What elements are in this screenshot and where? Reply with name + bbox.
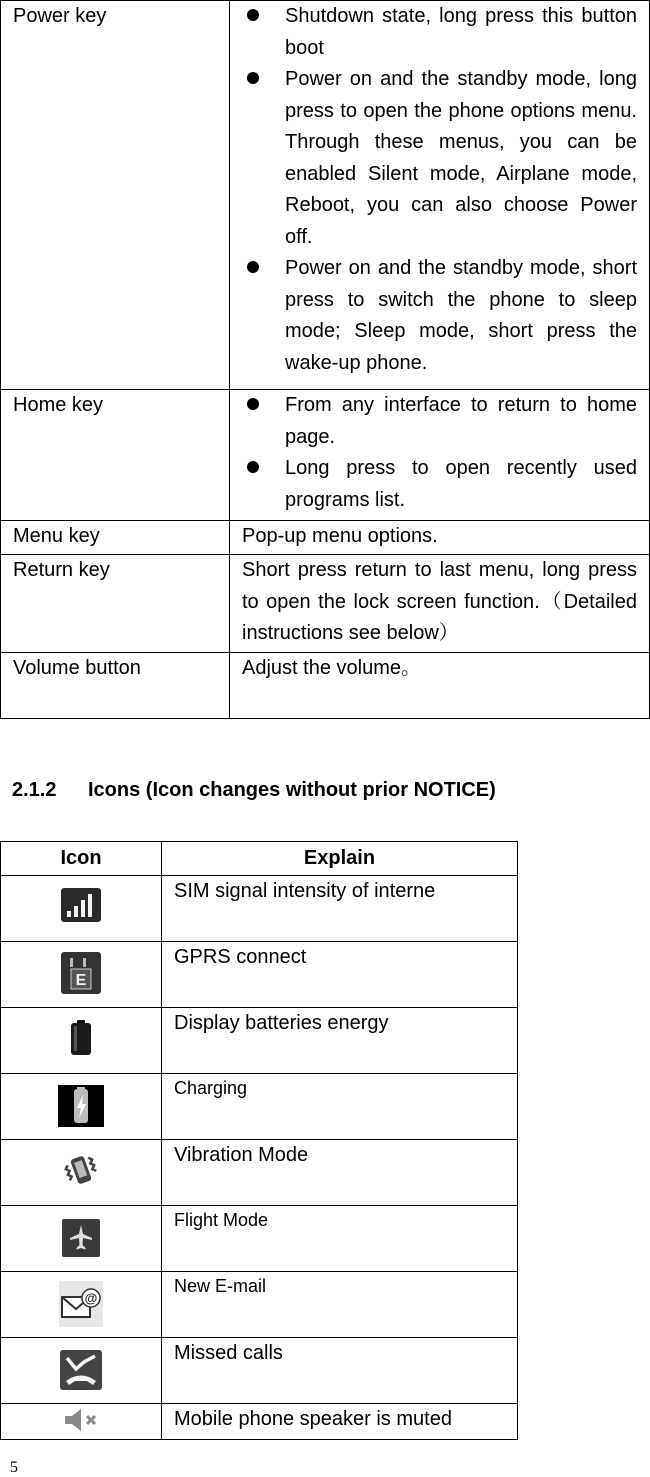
key-description: Short press return to last menu, long press to open the lock screen function.（Detailed instructions see below） xyxy=(230,555,650,653)
key-name: Return key xyxy=(1,555,230,653)
table-row xyxy=(1,390,650,521)
bullet-icon xyxy=(247,72,259,84)
icon-cell xyxy=(1,942,162,1008)
column-header-explain: Explain xyxy=(162,842,518,876)
icon-explanation: New E-mail xyxy=(162,1272,518,1338)
icon-cell xyxy=(1,1338,162,1404)
list-item: Power on and the standby mode, long press to open the phone options menu. Through these menus, you can be enabled Silent mode, Airplane mode, Reboot, you can also choose Power off. xyxy=(242,64,637,253)
bullet-icon xyxy=(247,398,259,410)
column-header-icon: Icon xyxy=(1,842,162,876)
icon-explanation: Display batteries energy xyxy=(162,1008,518,1074)
icons-table xyxy=(0,841,518,1440)
icon-cell xyxy=(1,1074,162,1140)
icon-explanation: Missed calls xyxy=(162,1338,518,1404)
icon-cell xyxy=(1,1140,162,1206)
icon-explanation: GPRS connect xyxy=(162,942,518,1008)
key-description: Pop-up menu options. xyxy=(230,521,650,555)
icon-explanation: Vibration Mode xyxy=(162,1140,518,1206)
list-item: From any interface to return to home page. xyxy=(242,390,637,453)
new-email-icon xyxy=(59,1281,103,1327)
key-name: Volume button xyxy=(1,653,230,719)
key-description xyxy=(230,390,650,521)
keys-table xyxy=(0,0,650,719)
list-item: Shutdown state, long press this button boot xyxy=(242,1,637,64)
table-row xyxy=(1,1404,518,1440)
bullet-list xyxy=(242,390,637,516)
key-description xyxy=(230,1,650,390)
bullet-list xyxy=(242,1,637,379)
list-item: Long press to open recently used programs list. xyxy=(242,453,637,516)
speaker-muted-icon xyxy=(61,1406,101,1434)
icon-cell xyxy=(1,1008,162,1074)
page-number: 5 xyxy=(10,1459,18,1476)
bullet-icon xyxy=(247,9,259,21)
icon-cell xyxy=(1,1272,162,1338)
icon-explanation: Mobile phone speaker is muted xyxy=(162,1404,518,1440)
table-row xyxy=(1,876,518,942)
gprs-edge-icon xyxy=(61,952,101,994)
table-row xyxy=(1,555,650,653)
key-description: Adjust the volume。 xyxy=(230,653,650,719)
icon-cell xyxy=(1,876,162,942)
bullet-icon xyxy=(247,261,259,273)
key-name: Menu key xyxy=(1,521,230,555)
table-row xyxy=(1,1074,518,1140)
table-header-row xyxy=(1,842,518,876)
table-row xyxy=(1,1008,518,1074)
table-row xyxy=(1,653,650,719)
signal-strength-icon xyxy=(61,888,101,922)
icon-cell xyxy=(1,1206,162,1272)
section-title: Icons (Icon changes without prior NOTICE) xyxy=(88,779,496,801)
svg-text:@: @ xyxy=(84,1290,98,1306)
battery-icon xyxy=(70,1020,92,1056)
icon-explanation: SIM signal intensity of interne xyxy=(162,876,518,942)
key-name: Home key xyxy=(1,390,230,521)
table-row xyxy=(1,1140,518,1206)
table-row xyxy=(1,1338,518,1404)
icon-cell xyxy=(1,1404,162,1440)
missed-call-icon xyxy=(60,1350,102,1390)
section-number: 2.1.2 xyxy=(12,779,57,801)
svg-text:E: E xyxy=(75,972,87,989)
table-row xyxy=(1,1206,518,1272)
vibration-icon xyxy=(61,1151,101,1189)
icon-explanation: Charging xyxy=(162,1074,518,1140)
key-name: Power key xyxy=(1,1,230,390)
table-row xyxy=(1,1272,518,1338)
icon-explanation: Flight Mode xyxy=(162,1206,518,1272)
table-row xyxy=(1,521,650,555)
bullet-icon xyxy=(247,461,259,473)
list-item: Power on and the standby mode, short press to switch the phone to sleep mode; Sleep mode, short press the wake-up phone. xyxy=(242,253,637,379)
section-heading xyxy=(12,775,496,805)
charging-battery-icon xyxy=(58,1085,104,1127)
table-row xyxy=(1,1,650,390)
airplane-icon xyxy=(62,1219,100,1257)
table-row xyxy=(1,942,518,1008)
